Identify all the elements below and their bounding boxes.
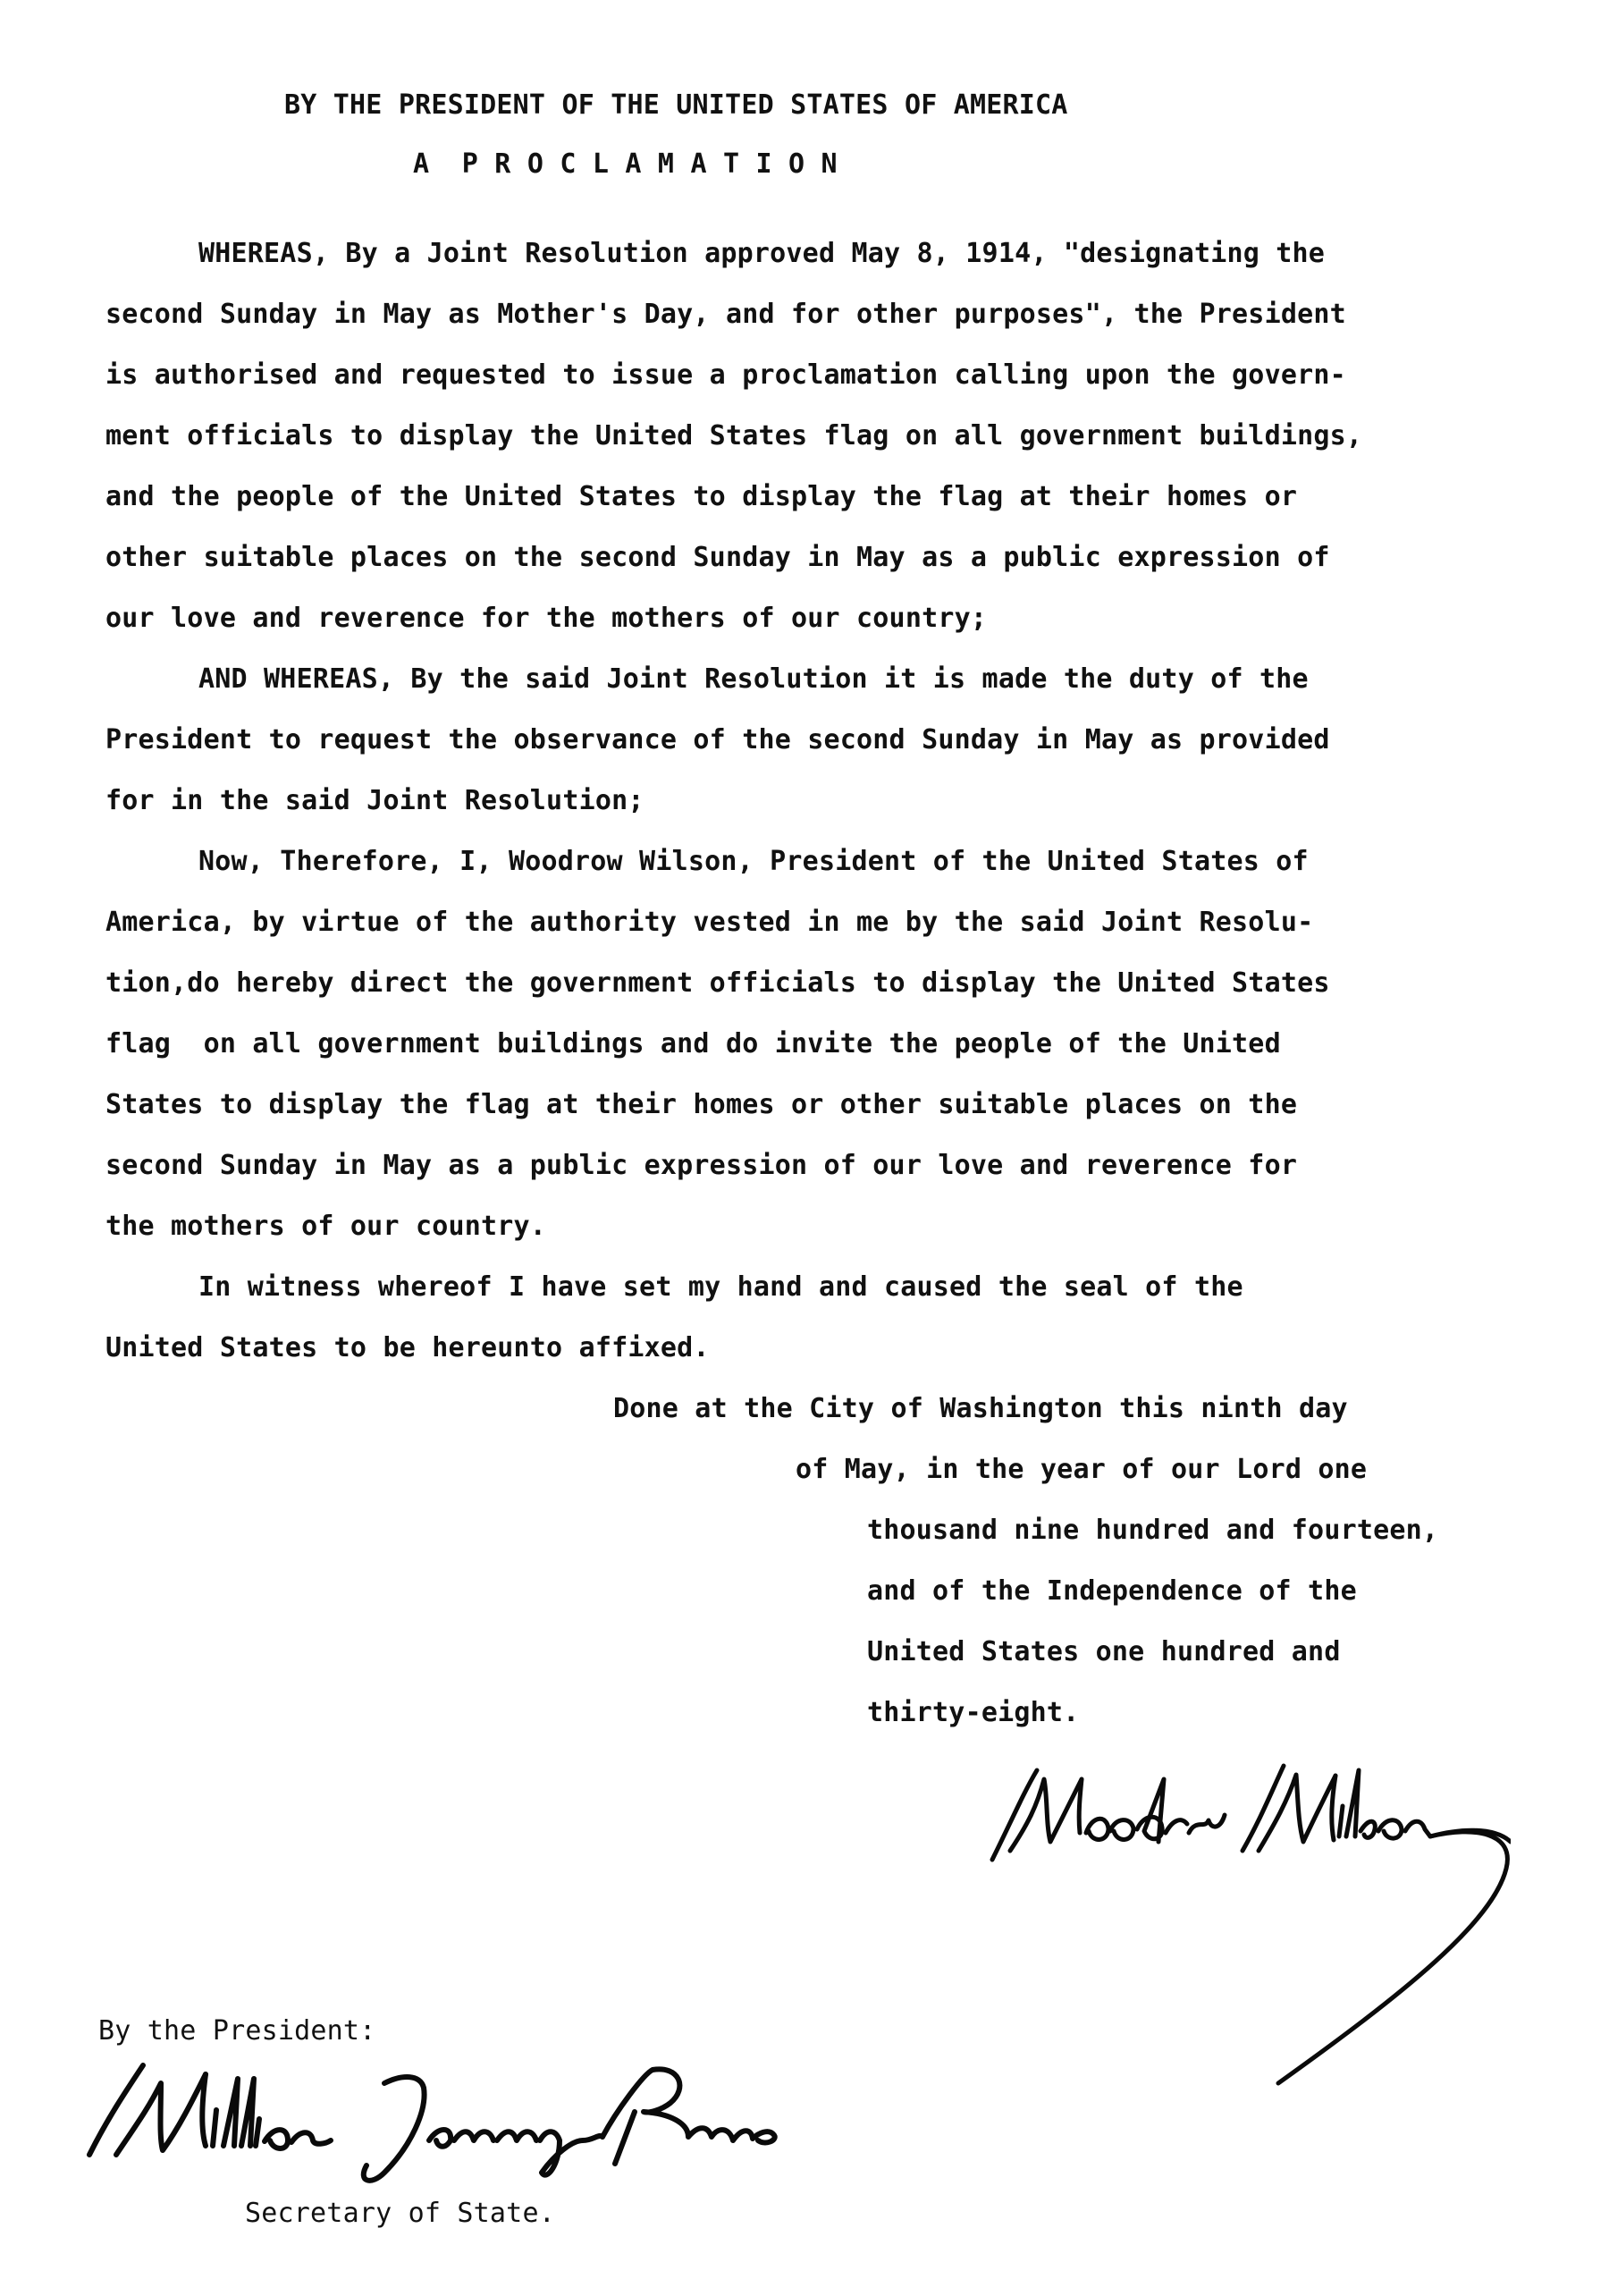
paragraph-line: other suitable places on the second Sunday in May as a public expression of	[105, 542, 1330, 573]
by-the-president-label: By the President:	[98, 2015, 376, 2047]
paragraph-line: for in the said Joint Resolution;	[105, 785, 644, 816]
paragraph-line: America, by virtue of the authority vested in me by the said Joint Resolu-	[105, 907, 1314, 938]
paragraph-line: WHEREAS, By a Joint Resolution approved May 8, 1914, "designating the	[198, 238, 1326, 269]
paragraph-line: President to request the observance of the second Sunday in May as provided	[105, 724, 1330, 755]
paragraph-line: United States to be hereunto affixed.	[105, 1332, 710, 1363]
document-subtitle: A P R O C L A M A T I O N	[413, 148, 838, 180]
closing-line: United States one hundred and	[867, 1636, 1341, 1667]
paragraph-line: flag on all government buildings and do invite the people of the United	[105, 1028, 1281, 1059]
closing-line: of May, in the year of our Lord one	[796, 1454, 1368, 1485]
secretary-signature	[63, 2047, 796, 2199]
paragraph-line: ment officials to display the United States flag on all government buildings,	[105, 420, 1363, 452]
paragraph-line: the mothers of our country.	[105, 1211, 547, 1242]
document-title: BY THE PRESIDENT OF THE UNITED STATES OF AMERICA	[284, 89, 1068, 121]
paragraph-line: In witness whereof I have set my hand and caused the seal of the	[198, 1271, 1243, 1303]
closing-line: thousand nine hundred and fourteen,	[867, 1515, 1439, 1546]
closing-line: thirty-eight.	[867, 1697, 1080, 1728]
paragraph-line: AND WHEREAS, By the said Joint Resolution it is made the duty of the	[198, 663, 1309, 695]
closing-line: and of the Independence of the	[867, 1575, 1357, 1607]
paragraph-line: tion,do hereby direct the government officials to display the United States	[105, 967, 1330, 999]
paragraph-line: and the people of the United States to display the flag at their homes or	[105, 481, 1298, 512]
secretary-title: Secretary of State.	[245, 2198, 555, 2229]
paragraph-line: is authorised and requested to issue a proclamation calling upon the govern-	[105, 359, 1346, 391]
paragraph-line: States to display the flag at their homes or other suitable places on the	[105, 1089, 1298, 1120]
president-signature	[974, 1743, 1511, 2101]
paragraph-line: Now, Therefore, I, Woodrow Wilson, President of the United States of	[198, 846, 1309, 877]
closing-line: Done at the City of Washington this ninth day	[613, 1393, 1348, 1424]
paragraph-line: second Sunday in May as Mother's Day, and for other purposes", the President	[105, 299, 1346, 330]
paragraph-line: second Sunday in May as a public expression of our love and reverence for	[105, 1150, 1298, 1181]
paragraph-line: our love and reverence for the mothers of our country;	[105, 603, 988, 634]
